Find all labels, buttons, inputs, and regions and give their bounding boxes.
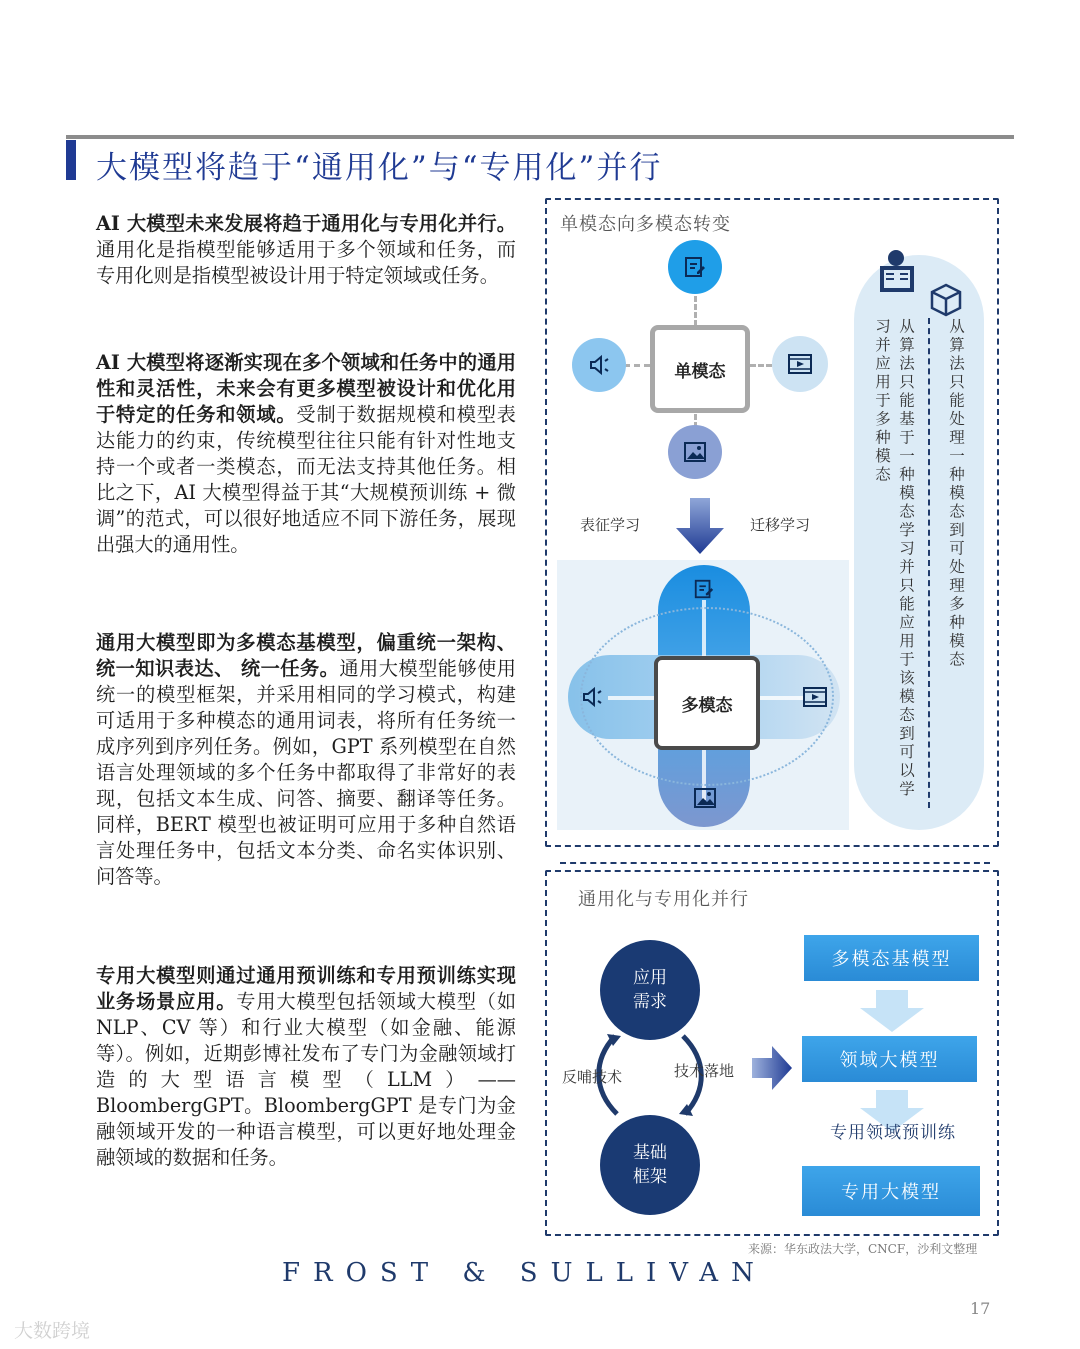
paragraph-4-body: 专用大模型包括领域大模型（如 NLP、CV 等）和行业大模型（如金融、能源等）。例如，近期彭博社发布了专门为金融领域打造的大型语言模型（LLM）——BloombergGPT。BloombergGPT 是专门为金融领域开发的一种语言模型，可以更好地处理金融领域的数据和任务。 <box>96 990 517 1169</box>
watermark: 大数跨境 <box>14 1320 91 1342</box>
side-text-single-to-multi: 从算法只能处理一种模态到可处理多种模态 <box>947 318 965 670</box>
cube-icon <box>928 282 964 322</box>
paragraph-1 <box>96 211 516 289</box>
video-icon <box>772 336 828 392</box>
header-rule <box>66 135 1014 139</box>
down-arrow-light-icon <box>860 990 924 1032</box>
transfer-learning-label: 迁移学习 <box>750 516 811 534</box>
paragraph-2-lead: AI 大模型将逐渐实现在多个领域和任务中的通用性和灵活性，未来会有更多模型被设计和优化用于特定的任务和领域。 <box>96 351 516 426</box>
brand-logo: FROST & SULLIVAN <box>282 1258 767 1288</box>
paragraph-3-body: 通用大模型能够使用统一的模型框架，并采用相同的学习模式，构建可适用于多种模态的通用词表，将所有任务统一成序列到序列任务。例如，GPT 系列模型在自然语言处理领域的多个任务中都取得了非常好的表现，包括文本生成、问答、摘要、翻译等任务。同样，BERT 模型也被证明可应用于多种自然语言处理任务中，包括文本分类、命名实体识别、问答等。 <box>96 657 516 888</box>
paragraph-1-lead: AI 大模型未来发展将趋于通用化与专用化并行。 <box>96 212 516 235</box>
paragraph-3 <box>96 630 516 890</box>
right-arrow-icon <box>752 1046 792 1090</box>
multimodal-base-model-box: 多模态基模型 <box>804 935 979 981</box>
source-note: 来源：华东政法大学，CNCF，沙利文整理 <box>748 1242 978 1256</box>
down-arrow-icon <box>676 498 724 554</box>
reading-person-icon <box>872 246 922 300</box>
paragraph-1-body: 通用化是指模型能够适用于多个领域和任务，而专用化则是指模型被设计用于特定领域或任务。 <box>96 238 516 287</box>
connector-left <box>624 364 650 367</box>
multi-image-icon <box>693 787 717 813</box>
page-number: 17 <box>970 1299 991 1318</box>
paragraph-2 <box>96 350 516 558</box>
paragraph-3-lead: 通用大模型即为多模态基模型，偏重统一架构、 统一知识表达、 统一任务。 <box>96 631 516 680</box>
panel-modality-title: 单模态向多模态转变 <box>560 214 731 235</box>
speaker-icon <box>572 338 626 392</box>
multi-video-icon <box>802 686 828 712</box>
representation-learning-label: 表征学习 <box>580 516 641 534</box>
panel-separator <box>560 862 990 864</box>
title-accent-bar <box>66 140 76 180</box>
paragraph-4 <box>96 963 516 1171</box>
technology-landing-label: 技术落地 <box>674 1062 735 1080</box>
side-text-learn-apply: 从算法只能基于一种模态学习并只能应用于该模态到可以学习并应用于多种模态 <box>873 318 915 799</box>
panel-parallel-title: 通用化与专用化并行 <box>578 889 749 910</box>
paragraph-4-lead: 专用大模型则通过通用预训练和专用预训练实现业务场景应用。 <box>96 964 516 1013</box>
foundation-framework-circle: 基础 框架 <box>600 1115 700 1215</box>
feedback-technology-label: 反哺技术 <box>562 1068 623 1086</box>
specialized-model-box: 专用大模型 <box>802 1166 980 1216</box>
paragraph-2-body: 受制于数据规模和模型表达能力的约束，传统模型往往只能有针对性地支持一个或者一类模态，而无法支持其他任务。相比之下，AI 大模型得益于其“大规模预训练 + 微调”的范式，可以很好地适应不同下游任务，展现出强大的通用性。 <box>96 403 516 556</box>
multi-modality-box: 多模态 <box>654 656 760 750</box>
connector-top <box>694 296 697 326</box>
side-divider-right <box>928 318 930 808</box>
multi-document-icon <box>693 577 715 605</box>
multi-speaker-icon <box>580 685 604 713</box>
page-title: 大模型将趋于“通用化”与“专用化”并行 <box>96 150 663 186</box>
domain-pretraining-label: 专用领域预训练 <box>830 1123 956 1143</box>
image-icon <box>668 425 722 479</box>
application-demand-circle: 应用 需求 <box>600 940 700 1040</box>
domain-model-box: 领域大模型 <box>802 1036 977 1082</box>
document-edit-icon <box>668 240 722 294</box>
single-modality-box: 单模态 <box>650 325 750 413</box>
